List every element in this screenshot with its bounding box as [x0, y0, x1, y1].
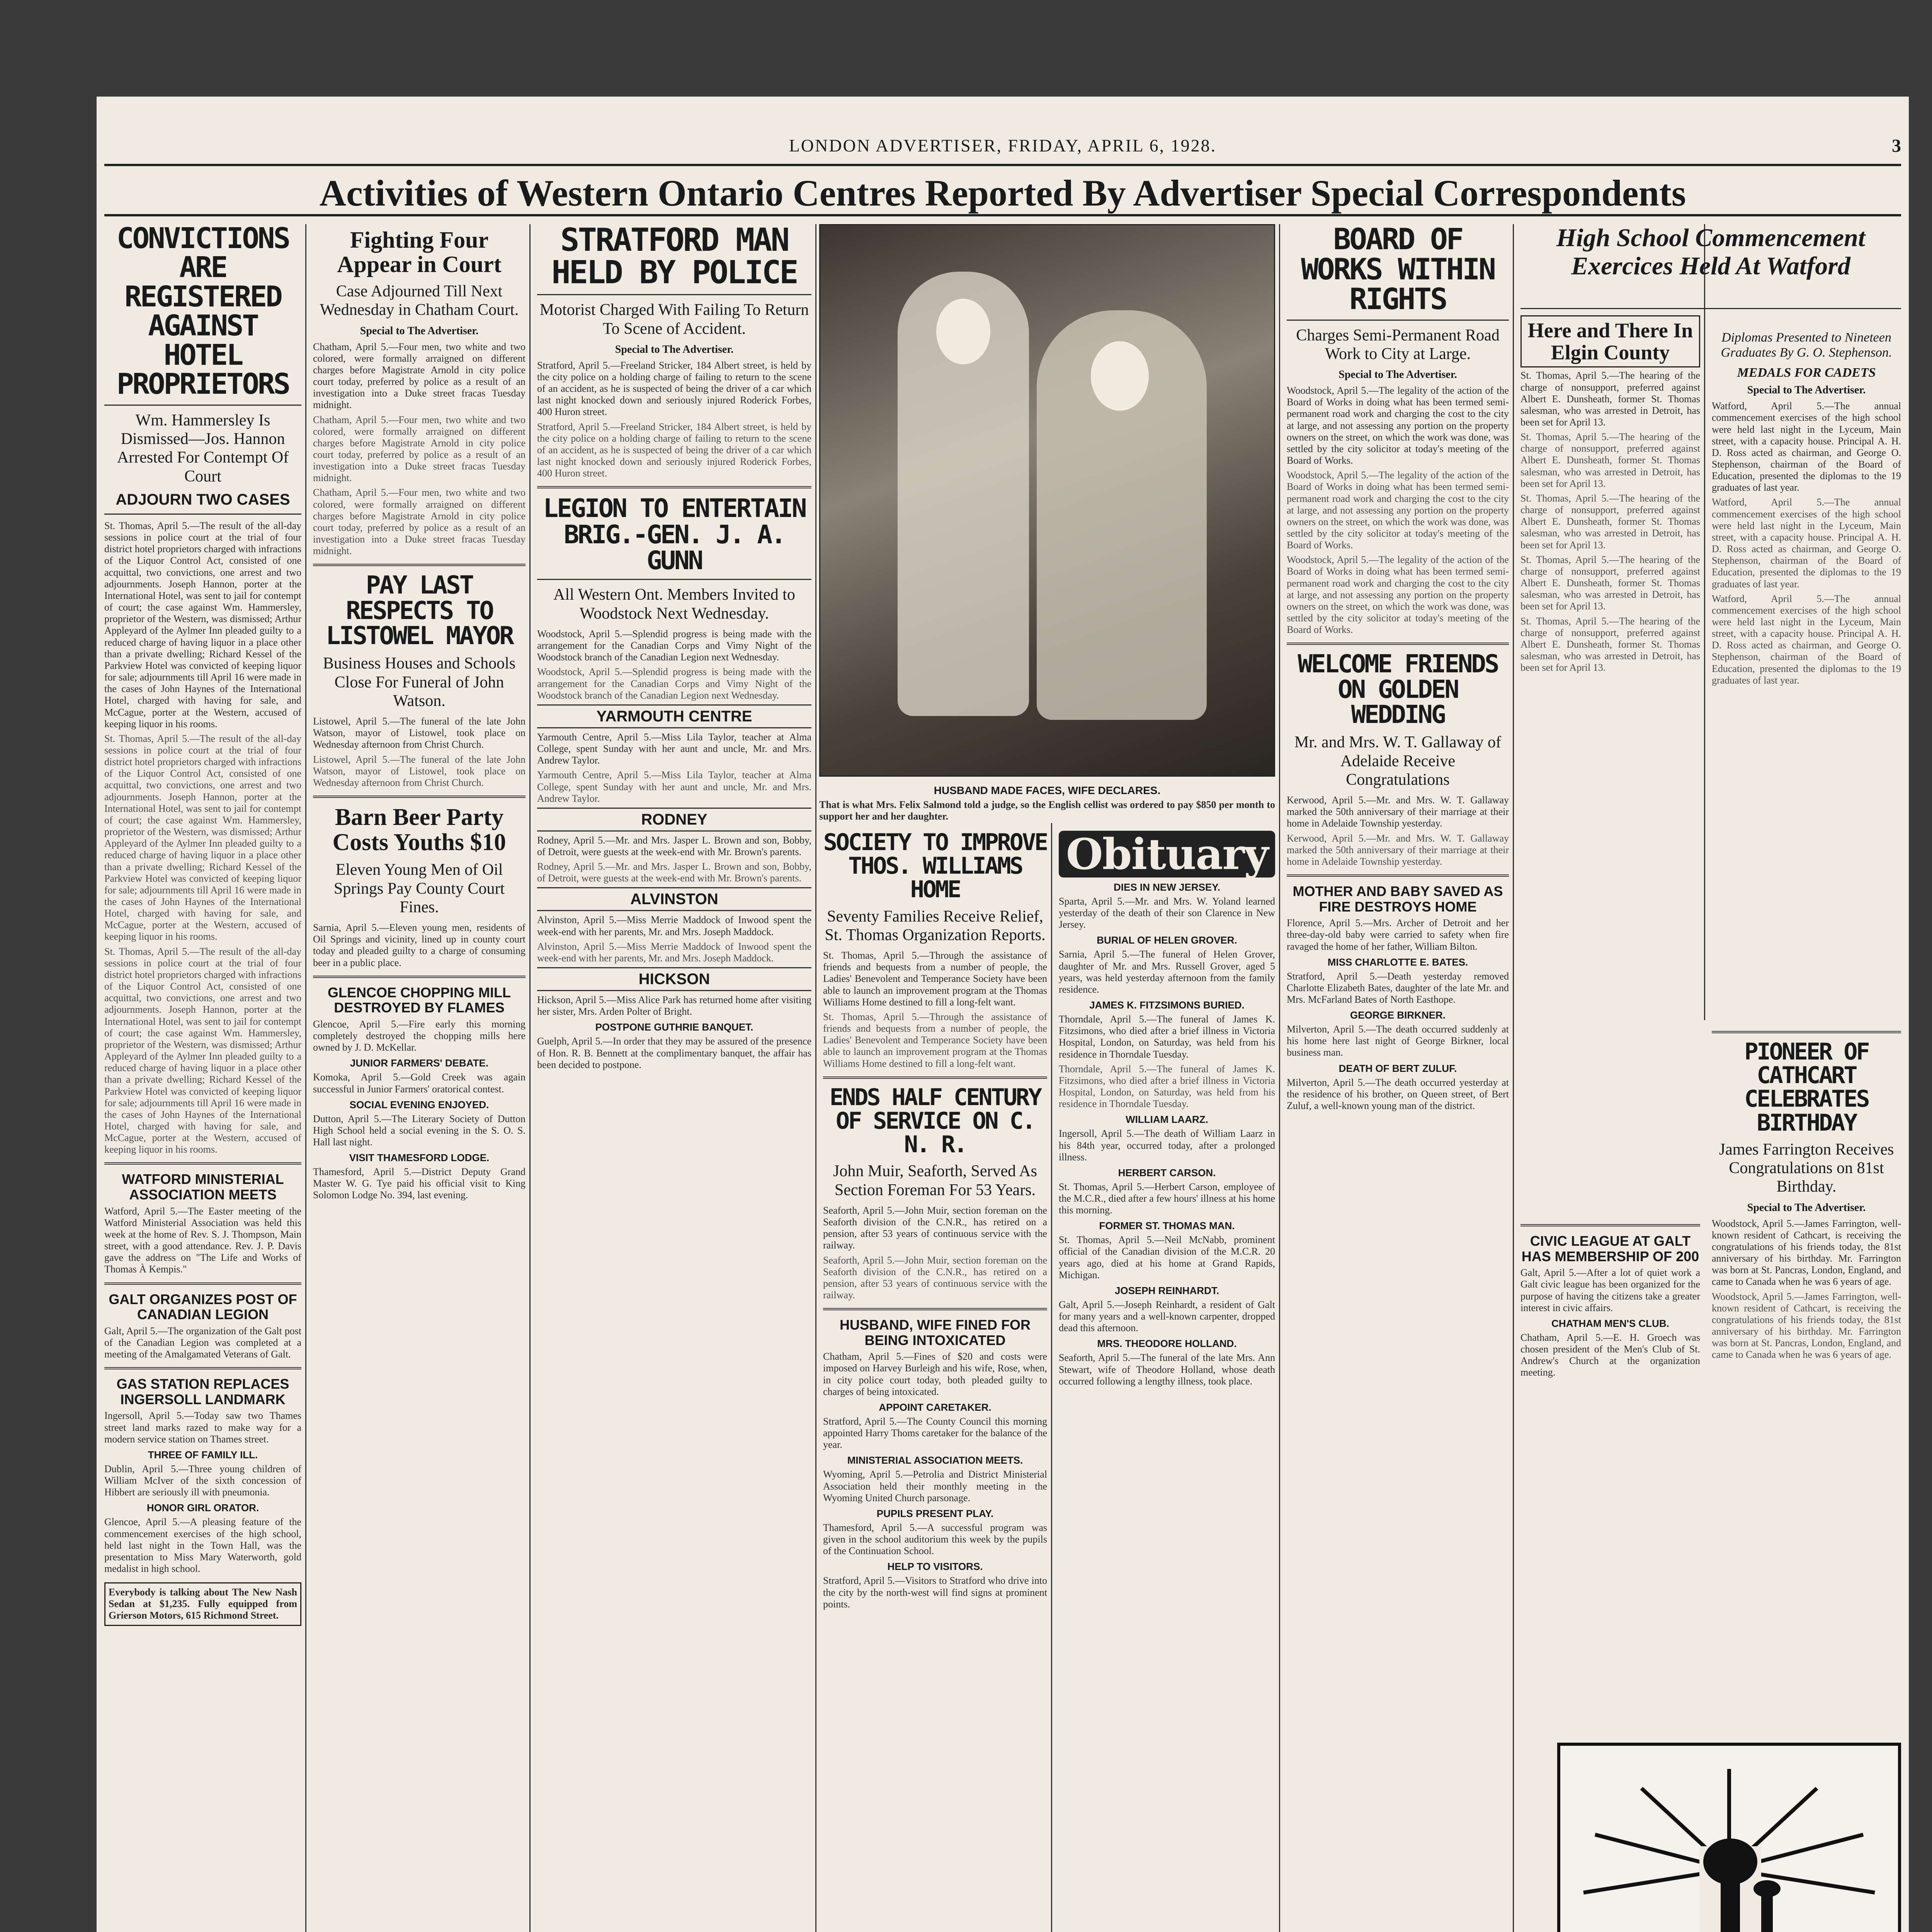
- article-body: Thamesford, April 5.—A successful program was given in the school auditorium this week by the pupils of the Continuation School.: [823, 1522, 1047, 1557]
- headline: GALT ORGANIZES POST OF CANADIAN LEGION: [109, 1291, 297, 1323]
- byline: Special to The Advertiser.: [615, 343, 734, 355]
- headline: GLENCOE CHOPPING MILL DESTROYED BY FLAMES: [327, 984, 511, 1016]
- article-body-continued: St. Thomas, April 5.—Through the assistance of friends and bequests from a number of people, the Ladies' Benevolent and Temperance Society have been able to launch an improvement program at the Thomas Williams Home destined to fill a long-felt want.: [823, 1011, 1047, 1069]
- minihead: MINISTERIAL ASSOCIATION MEETS.: [847, 1454, 1023, 1466]
- article-body-continued: Watford, April 5.—The annual commencement exercises of the high school were held last night in the Lyceum, Main street, with a capacity house. Principal A. H. D. Ross acted as chairman, and George O. Stephenson, chairman of the Board of Education, presented the diplomas to the 19 graduates of last year.: [1712, 593, 1901, 686]
- column-rule: [1704, 224, 1705, 1020]
- minihead: PUPILS PRESENT PLAY.: [876, 1507, 994, 1519]
- article-body: Dutton, April 5.—The Literary Society of Dutton High School held a social evening in the S. O. S. Hall last night.: [313, 1113, 526, 1148]
- galt-story: [1520, 1217, 1700, 1731]
- minihead: APPOINT CARETAKER.: [879, 1401, 992, 1413]
- article-body-continued: St. Thomas, April 5.—The hearing of the charge of nonsupport, preferred against Albert E. Dunsheath, former St. Thomas salesman, who was arrested in Detroit, has been set for April 13.: [1520, 554, 1700, 612]
- column-rule: [529, 224, 531, 1932]
- column-2: [313, 224, 526, 1932]
- article-body: Chatham, April 5.—Four men, two white and two colored, were formally arraigned on different charges before Magistrate Arnold in city police court today, preferred by police as a result of an investigation into a Duke street fracas Tuesday midnight.: [313, 341, 526, 411]
- column-3: [537, 224, 811, 1932]
- deck: James Farrington Receives Congratulations on 81st Birthday.: [1719, 1140, 1894, 1196]
- minihead: BURIAL OF HELEN GROVER.: [1097, 934, 1237, 946]
- article-body: Ingersoll, April 5.—The death of William Laarz in his 84th year, occurred today, after a prolonged illness.: [1059, 1128, 1275, 1163]
- column-rule: [1513, 224, 1514, 1932]
- headline: Here and There In Elgin County: [1527, 319, 1693, 364]
- article-body: Florence, April 5.—Mrs. Archer of Detroit and her three-day-old baby were carried to safety when fire ravaged the home of her father, William Bilton.: [1287, 917, 1509, 952]
- headline: CIVIC LEAGUE AT GALT HAS MEMBERSHIP OF 200: [1521, 1233, 1699, 1264]
- article-body: Glencoe, April 5.—A pleasing feature of the commencement exercises of the high school, held last night in the Town Hall, was the presentation to Miss Mary Waterworth, gold medalist in high school.: [104, 1516, 301, 1574]
- column-rule: [305, 224, 306, 1932]
- watford-headline-block: [1520, 224, 1901, 309]
- article-body: Milverton, April 5.—The death occurred suddenly at his home here last night of George Birkner, local business man.: [1287, 1024, 1509, 1058]
- article-body: Woodstock, April 5.—James Farrington, well-known resident of Cathcart, is receiving the congratulations of his friends today, the 81st anniversary of his birthday. Mr. Farrington was born at St. Pancras, London, England, and came to Canada when he was 6 years of age.: [1712, 1218, 1901, 1287]
- headline: STRATFORD MAN HELD BY POLICE: [551, 224, 797, 291]
- photo-caption-head: HUSBAND MADE FACES, WIFE DECLARES.: [934, 784, 1161, 796]
- minihead: GEORGE BIRKNER.: [1350, 1009, 1446, 1021]
- subhead: MEDALS FOR CADETS: [1737, 366, 1876, 380]
- headline: WELCOME FRIENDS ON GOLDEN WEDDING: [1298, 650, 1498, 729]
- deck: Diplomas Presented to Nineteen Graduates By G. O. Stephenson.: [1721, 330, 1892, 360]
- article-body: Watford, April 5.—The annual commencement exercises of the high school were held last night in the Lyceum, Main street, with a capacity house. Principal A. H. D. Ross acted as chairman, and George O. Stephenson, chairman of the Board of Education, presented the diplomas to the 19 graduates of last year.: [1712, 400, 1901, 493]
- article-body: Watford, April 5.—The Easter meeting of the Watford Ministerial Association was held this week at the home of Rev. S. J. Thompson, Main street, with a good attendance. Rev. J. P. Davis gave the address on "The Life and Works of Thomas À Kempis.": [104, 1205, 301, 1275]
- article-body: Ingersoll, April 5.—Today saw two Thames street land marks razed to make way for a modern service station on Thames street.: [104, 1410, 301, 1445]
- column-1: [104, 224, 301, 1932]
- article-body-continued: Kerwood, April 5.—Mr. and Mrs. W. T. Gallaway marked the 50th anniversary of their marriage at their home in Adelaide Township yesterday.: [1287, 832, 1509, 867]
- minihead: CHATHAM MEN'S CLUB.: [1551, 1317, 1669, 1329]
- page-number: 3: [1892, 136, 1901, 156]
- article-body: Woodstock, April 5.—Splendid progress is being made with the arrangement for the Canadian Corps and Vimy Night of the Woodstock branch of the Canadian Legion next Wednesday.: [537, 628, 811, 663]
- byline: Special to The Advertiser.: [1747, 384, 1866, 396]
- article-body: St. Thomas, April 5.—The hearing of the charge of nonsupport, preferred against Albert E. Dunsheath, former St. Thomas salesman, who was arrested in Detroit, has been set for April 13.: [1520, 370, 1700, 428]
- article-body: Glencoe, April 5.—Fire early this morning completely destroyed the chopping mills here owned by J. D. McKellar.: [313, 1018, 526, 1053]
- article-body: St. Thomas, April 5.—The result of the all-day sessions in police court at the trial of four district hotel proprietors charged with infractions of the Liquor Control Act, consisted of one acquittal, two convictions, one arrest and two adjournments. Joseph Hannon, porter at the International Hotel, was sent to jail for contempt of court; the case against Wm. Hammersley, proprietor of the Western, was dismissed; Arthur Appleyard of the Aylmer Inn pleaded guilty to a reduced charge of having liquor in a place other than a private dwelling; Richard Kessel of the Parkview Hotel was convicted of keeping liquor for sale; adjournments till April 16 were made in the cases of John Haynes of the International Hotel, charged with having for sale, and McCague, porter at the Western, accused of keeping liquor in his rooms.: [104, 520, 301, 730]
- deck: Seventy Families Receive Relief, St. Thomas Organization Reports.: [825, 907, 1046, 944]
- minihead: JAMES K. FITZSIMONS BURIED.: [1089, 999, 1245, 1011]
- nash-ad: Everybody is talking about The New Nash Sedan at $1,235. Fully equipped from Grierson Motors, 615 Richmond Street.: [109, 1587, 297, 1621]
- section-head: HICKSON: [537, 967, 811, 991]
- obituary-logo: Obituary: [1059, 831, 1275, 878]
- article-body-continued: St. Thomas, April 5.—The hearing of the charge of nonsupport, preferred against Albert E. Dunsheath, former St. Thomas salesman, who was arrested in Detroit, has been set for April 13.: [1520, 431, 1700, 489]
- article-body: St. Thomas, April 5.—Through the assistance of friends and bequests from a number of people, the Ladies' Benevolent and Temperance Society have been able to launch an improvement program at the Thomas Williams Home destined to fill a long-felt want.: [823, 950, 1047, 1008]
- headline: Barn Beer Party Costs Youths $10: [332, 804, 506, 856]
- article-body: Milverton, April 5.—The death occurred yesterday at the residence of his brother, on Queen street, of Bert Zuluf, a well-known young man of the district.: [1287, 1077, 1509, 1111]
- article-body: St. Thomas, April 5.—Neil McNabb, prominent official of the Canadian division of the M.C.R. 20 years ago, died at his home at Grand Rapids, Michigan.: [1059, 1234, 1275, 1281]
- article-body-continued: St. Thomas, April 5.—The hearing of the charge of nonsupport, preferred against Albert E. Dunsheath, former St. Thomas salesman, who was arrested in Detroit, has been set for April 13.: [1520, 492, 1700, 551]
- article-body-continued: St. Thomas, April 5.—The result of the all-day sessions in police court at the trial of four district hotel proprietors charged with infractions of the Liquor Control Act, consisted of one acquittal, two convictions, one arrest and two adjournments. Joseph Hannon, porter at the International Hotel, was sent to jail for contempt of court; the case against Wm. Hammersley, proprietor of the Western, was dismissed; Arthur Appleyard of the Aylmer Inn pleaded guilty to a reduced charge of having liquor in a place other than a private dwelling; Richard Kessel of the Parkview Hotel was convicted of keeping liquor for sale; adjournments till April 16 were made in the cases of John Haynes of the International Hotel, charged with having for sale, and McCague, porter at the Western, accused of keeping liquor in his rooms.: [104, 733, 301, 942]
- article-body: Chatham, April 5.—E. H. Groech was chosen president of the Men's Club of St. Andrew's Church at the organization meeting.: [1520, 1332, 1700, 1378]
- classifieds-ad: [1557, 1743, 1901, 1932]
- minihead: MISS CHARLOTTE E. BATES.: [1327, 956, 1468, 968]
- byline: Special to The Advertiser.: [360, 325, 479, 337]
- headline: High School Commencement Exercices Held At Watford: [1556, 224, 1866, 280]
- deck: Case Adjourned Till Next Wednesday in Chatham Court.: [320, 282, 519, 319]
- minihead: MRS. THEODORE HOLLAND.: [1097, 1338, 1237, 1350]
- article-body: Komoka, April 5.—Gold Creek was again successful in Junior Farmers' oratorical contest.: [313, 1071, 526, 1095]
- article-body: Stratford, April 5.—Visitors to Stratford who drive into the city by the north-west will find signs at prominent points.: [823, 1575, 1047, 1610]
- headline: PAY LAST RESPECTS TO LISTOWEL MAYOR: [326, 571, 513, 650]
- headline: Fighting Four Appear in Court: [337, 227, 502, 277]
- telephone-icon: [1560, 1746, 1898, 1932]
- byline: Special to The Advertiser.: [1338, 369, 1457, 381]
- deck: Motorist Charged With Failing To Return To Scene of Accident.: [539, 301, 809, 338]
- article-body: Seaforth, April 5.—John Muir, section foreman on the Seaforth division of the C.N.R., has retired on a pension, after 53 years of continuous service with the railway.: [823, 1204, 1047, 1251]
- article-body-continued: Yarmouth Centre, April 5.—Miss Lila Taylor, teacher at Alma College, spent Sunday with her aunt and uncle, Mr. and Mrs. Andrew Taylor.: [537, 769, 811, 804]
- section-head: RODNEY: [537, 808, 811, 832]
- newspaper-page: [97, 97, 1909, 1932]
- article-body-continued: Watford, April 5.—The annual commencement exercises of the high school were held last night in the Lyceum, Main street, with a capacity house. Principal A. H. D. Ross acted as chairman, and George O. Stephenson, chairman of the Board of Education, presented the diplomas to the 19 graduates of last year.: [1712, 497, 1901, 590]
- section-head: YARMOUTH CENTRE: [537, 704, 811, 728]
- article-body: Galt, April 5.—After a lot of quiet work a Galt civic league has been organized for the purpose of having the citizens take a greater interest in civic affairs.: [1520, 1267, 1700, 1313]
- article-body-continued: St. Thomas, April 5.—The result of the all-day sessions in police court at the trial of four district hotel proprietors charged with infractions of the Liquor Control Act, consisted of one acquittal, two convictions, one arrest and two adjournments. Joseph Hannon, porter at the International Hotel, was sent to jail for contempt of court; the case against Wm. Hammersley, proprietor of the Western, was dismissed; Arthur Appleyard of the Aylmer Inn pleaded guilty to a reduced charge of having liquor in a place other than a private dwelling; Richard Kessel of the Parkview Hotel was convicted of keeping liquor for sale; adjournments till April 16 were made in the cases of John Haynes of the International Hotel, charged with having for sale, and McCague, porter at the Western, accused of keeping liquor in his rooms.: [104, 946, 301, 1155]
- article-body-continued: Woodstock, April 5.—Splendid progress is being made with the arrangement for the Canadian Corps and Vimy Night of the Woodstock branch of the Canadian Legion next Wednesday.: [537, 666, 811, 701]
- article-body: Dublin, April 5.—Three young children of William McIver of the sixth concession of Hibbert are seriously ill with pneumonia.: [104, 1463, 301, 1498]
- article-body: St. Thomas, April 5.—Herbert Carson, employee of the M.C.R., died after a few hours' illness at his home this morning.: [1059, 1181, 1275, 1216]
- deck: Wm. Hammersley Is Dismissed—Jos. Hannon Arrested For Contempt Of Court: [117, 411, 289, 485]
- headline: GAS STATION REPLACES INGERSOLL LANDMARK: [116, 1376, 289, 1407]
- deck: Eleven Young Men of Oil Springs Pay County Court Fines.: [333, 861, 505, 916]
- article-body: Rodney, April 5.—Mr. and Mrs. Jasper L. Brown and son, Bobby, of Detroit, were guests at the week-end with Mr. Brown's parents.: [537, 834, 811, 857]
- headline: PIONEER OF CATHCART CELEBRATES BIRTHDAY: [1744, 1038, 1869, 1136]
- news-photo: [819, 224, 1275, 777]
- masthead-text: LONDON ADVERTISER, FRIDAY, APRIL 6, 1928.: [789, 136, 1217, 155]
- headline: ENDS HALF CENTURY OF SERVICE ON C. N. R.: [829, 1083, 1041, 1158]
- article-body-continued: Chatham, April 5.—Four men, two white and two colored, were formally arraigned on different charges before Magistrate Arnold in city police court today, preferred by police as a result of an investigation into a Duke street fracas Tuesday midnight.: [313, 487, 526, 557]
- article-body-continued: Woodstock, April 5.—The legality of the action of the Board of Works in doing what has been termed semi-permanent road work and charging the cost to the city at large, and not assessing any portion on the property owners on the street, on which the work was done, was settled by the city solicitor at today's meeting of the Board of Works.: [1287, 469, 1509, 551]
- article-body-continued: Woodstock, April 5.—James Farrington, well-known resident of Cathcart, is receiving the congratulations of his friends today, the 81st anniversary of his birthday. Mr. Farrington was born at St. Pancras, London, England, and came to Canada when he was 6 years of age.: [1712, 1291, 1901, 1361]
- headline: SOCIETY TO IMPROVE THOS. WILLIAMS HOME: [823, 831, 1047, 903]
- headline: HUSBAND, WIFE FINED FOR BEING INTOXICATED: [840, 1317, 1031, 1348]
- article-body-continued: St. Thomas, April 5.—The hearing of the charge of nonsupport, preferred against Albert E. Dunsheath, former St. Thomas salesman, who was arrested in Detroit, has been set for April 13.: [1520, 615, 1700, 673]
- article-body: Seaforth, April 5.—The funeral of the late Mrs. Ann Stewart, wife of Theodore Holland, whose death occurred following a lengthy illness, took place.: [1059, 1352, 1275, 1387]
- minihead: HELP TO VISITORS.: [887, 1561, 983, 1573]
- minihead: FORMER ST. THOMAS MAN.: [1099, 1220, 1235, 1232]
- article-body: Hickson, April 5.—Miss Alice Park has returned home after visiting her sister, Mrs. Arden Polter of Bright.: [537, 994, 811, 1017]
- pioneer-story: [1712, 1024, 1901, 1727]
- article-body: Stratford, April 5.—Death yesterday removed Charlotte Elizabeth Bates, daughter of the late Mr. and Mrs. McFarland Bates of North Easthope.: [1287, 970, 1509, 1005]
- minihead: DIES IN NEW JERSEY.: [1114, 881, 1220, 893]
- headline: MOTHER AND BABY SAVED AS FIRE DESTROYS HOME: [1293, 883, 1503, 915]
- headline: CONVICTIONS ARE REGISTERED AGAINST HOTEL PROPRIETORS: [116, 224, 289, 401]
- masthead: [104, 135, 1901, 166]
- byline: Special to The Advertiser.: [1747, 1201, 1866, 1214]
- article-body-continued: Seaforth, April 5.—John Muir, section foreman on the Seaforth division of the C.N.R., has retired on a pension, after 53 years of continuous service with the railway.: [823, 1254, 1047, 1301]
- column-rule: [815, 224, 816, 1932]
- minihead: THREE OF FAMILY ILL.: [148, 1449, 258, 1461]
- photo-caption-block: [819, 781, 1275, 822]
- minihead: HERBERT CARSON.: [1118, 1167, 1216, 1179]
- photo-caption: That is what Mrs. Felix Salmond told a judge, so the English cellist was ordered to pay $850 per month to support her and her daughter.: [819, 799, 1275, 822]
- article-body: Stratford, April 5.—The County Council this morning appointed Harry Thoms caretaker for the balance of the year.: [823, 1415, 1047, 1451]
- article-body: Chatham, April 5.—Fines of $20 and costs were imposed on Harvey Burleigh and his wife, Rose, when, in city police court today, both pleaded guilty to charges of being intoxicated.: [823, 1351, 1047, 1397]
- article-body-continued: Rodney, April 5.—Mr. and Mrs. Jasper L. Brown and son, Bobby, of Detroit, were guests at the week-end with Mr. Brown's parents.: [537, 861, 811, 884]
- column-rule: [1279, 224, 1280, 1932]
- article-body-continued: Woodstock, April 5.—The legality of the action of the Board of Works in doing what has been termed semi-permanent road work and charging the cost to the city at large, and not assessing any portion on the property owners on the street, on which the work was done, was settled by the city solicitor at today's meeting of the Board of Works.: [1287, 554, 1509, 636]
- article-body: Thorndale, April 5.—The funeral of James K. Fitzsimons, who died after a brief illness in Victoria Hospital, London, on Saturday, was held from his residence in Thorndale Tuesday.: [1059, 1014, 1275, 1060]
- article-body: Sparta, April 5.—Mr. and Mrs. W. Yoland learned yesterday of the death of their son Clarence in New Jersey.: [1059, 896, 1275, 930]
- column-4: [823, 831, 1047, 1932]
- section-banner: Activities of Western Ontario Centres Reported By Advertiser Special Correspondents: [104, 170, 1901, 216]
- article-body: Listowel, April 5.—The funeral of the late John Watson, mayor of Listowel, took place on Wednesday afternoon from Christ Church.: [313, 716, 526, 750]
- minihead: WILLIAM LAARZ.: [1126, 1114, 1208, 1126]
- deck: Charges Semi-Permanent Road Work to City at Large.: [1296, 326, 1500, 363]
- article-body: Woodstock, April 5.—The legality of the action of the Board of Works in doing what has been termed semi-permanent road work and charging the cost to the city at large, and not assessing any portion on the property owners on the street, on which the work was done, was settled by the city solicitor at today's meeting of the Board of Works.: [1287, 385, 1509, 466]
- minihead: VISIT THAMESFORD LODGE.: [349, 1152, 490, 1164]
- column-5: [1059, 831, 1275, 1932]
- minihead: HONOR GIRL ORATOR.: [146, 1502, 259, 1514]
- column-8: [1712, 325, 1901, 1020]
- minihead: JOSEPH REINHARDT.: [1114, 1284, 1219, 1296]
- article-body: Galt, April 5.—The organization of the Galt post of the Canadian Legion was completed at a meeting of the Amalgamated Veterans of Galt.: [104, 1325, 301, 1360]
- headline: LEGION TO ENTERTAIN BRIG.-GEN. J. A. GUNN: [543, 493, 806, 576]
- article-body: Yarmouth Centre, April 5.—Miss Lila Taylor, teacher at Alma College, spent Sunday with her aunt and uncle, Mr. and Mrs. Andrew Taylor.: [537, 731, 811, 766]
- deck: John Muir, Seaforth, Served As Section Foreman For 53 Years.: [833, 1162, 1037, 1199]
- minihead: JUNIOR FARMERS' DEBATE.: [350, 1057, 489, 1069]
- article-body: Alvinston, April 5.—Miss Merrie Maddock of Inwood spent the week-end with her parents, Mr. and Mrs. Joseph Maddock.: [537, 914, 811, 937]
- article-body: Stratford, April 5.—Freeland Stricker, 184 Albert street, is held by the city police on a holding charge of failing to return to the scene of an accident, as he is suspected of being the driver of a car which last night knocked down and seriously injured Roderick Forbes, 400 Huron street.: [537, 359, 811, 418]
- article-body: Thamesford, April 5.—District Deputy Grand Master W. G. Tye paid his official visit to King Solomon Lodge No. 394, last evening.: [313, 1166, 526, 1201]
- article-body: Sarnia, April 5.—The funeral of Helen Grover, daughter of Mr. and Mrs. Russell Grover, aged 5 years, was held yesterday afternoon from the family residence.: [1059, 949, 1275, 995]
- section-head: ALVINSTON: [537, 887, 811, 911]
- article-body: Guelph, April 5.—In order that they may be assured of the presence of Hon. R. B. Bennett at the complimentary banquet, the affair has been decided to postpone.: [537, 1036, 811, 1070]
- minihead: SOCIAL EVENING ENJOYED.: [349, 1099, 489, 1111]
- headline: WATFORD MINISTERIAL ASSOCIATION MEETS: [122, 1171, 284, 1203]
- article-body-continued: Thorndale, April 5.—The funeral of James K. Fitzsimons, who died after a brief illness in Victoria Hospital, London, on Saturday, was held from his residence in Thorndale Tuesday.: [1059, 1063, 1275, 1110]
- column-rule: [1051, 823, 1052, 1932]
- article-body: Sarnia, April 5.—Eleven young men, residents of Oil Springs and vicinity, lined up in county court today and pleaded guilty to a charge of consuming beer in a public place.: [313, 922, 526, 968]
- article-body: Wyoming, April 5.—Petrolia and District Ministerial Association held their monthly meeting in the Wyoming United Church parsonage.: [823, 1469, 1047, 1503]
- article-body-continued: Chatham, April 5.—Four men, two white and two colored, were formally arraigned on different charges before Magistrate Arnold in city police court today, preferred by police as a result of an investigation into a Duke street fracas Tuesday midnight.: [313, 414, 526, 484]
- minihead: DEATH OF BERT ZULUF.: [1338, 1062, 1457, 1074]
- article-body-continued: Listowel, April 5.—The funeral of the late John Watson, mayor of Listowel, took place on Wednesday afternoon from Christ Church.: [313, 753, 526, 788]
- article-body: Galt, April 5.—Joseph Reinhardt, a resident of Galt for many years and a well-known carpenter, dropped dead this afternoon.: [1059, 1299, 1275, 1334]
- column-6: [1287, 224, 1509, 1932]
- deck: All Western Ont. Members Invited to Woodstock Next Wednesday.: [553, 586, 795, 622]
- article-body: Kerwood, April 5.—Mr. and Mrs. W. T. Gallaway marked the 50th anniversary of their marriage at their home in Adelaide Township yesterday.: [1287, 794, 1509, 829]
- article-body-continued: Alvinston, April 5.—Miss Merrie Maddock of Inwood spent the week-end with her parents, Mr. and Mrs. Joseph Maddock.: [537, 940, 811, 964]
- deck: Mr. and Mrs. W. T. Gallaway of Adelaide Receive Congratulations: [1294, 733, 1502, 789]
- deck: Business Houses and Schools Close For Funeral of John Watson.: [323, 655, 516, 710]
- minihead: POSTPONE GUTHRIE BANQUET.: [595, 1021, 753, 1033]
- article-body-continued: Stratford, April 5.—Freeland Stricker, 184 Albert street, is held by the city police on a holding charge of failing to return to the scene of an accident, as he is suspected of being the driver of a car which last night knocked down and seriously injured Roderick Forbes, 400 Huron street.: [537, 421, 811, 479]
- subhead: ADJOURN TWO CASES: [116, 491, 290, 508]
- headline: BOARD OF WORKS WITHIN RIGHTS: [1301, 224, 1495, 316]
